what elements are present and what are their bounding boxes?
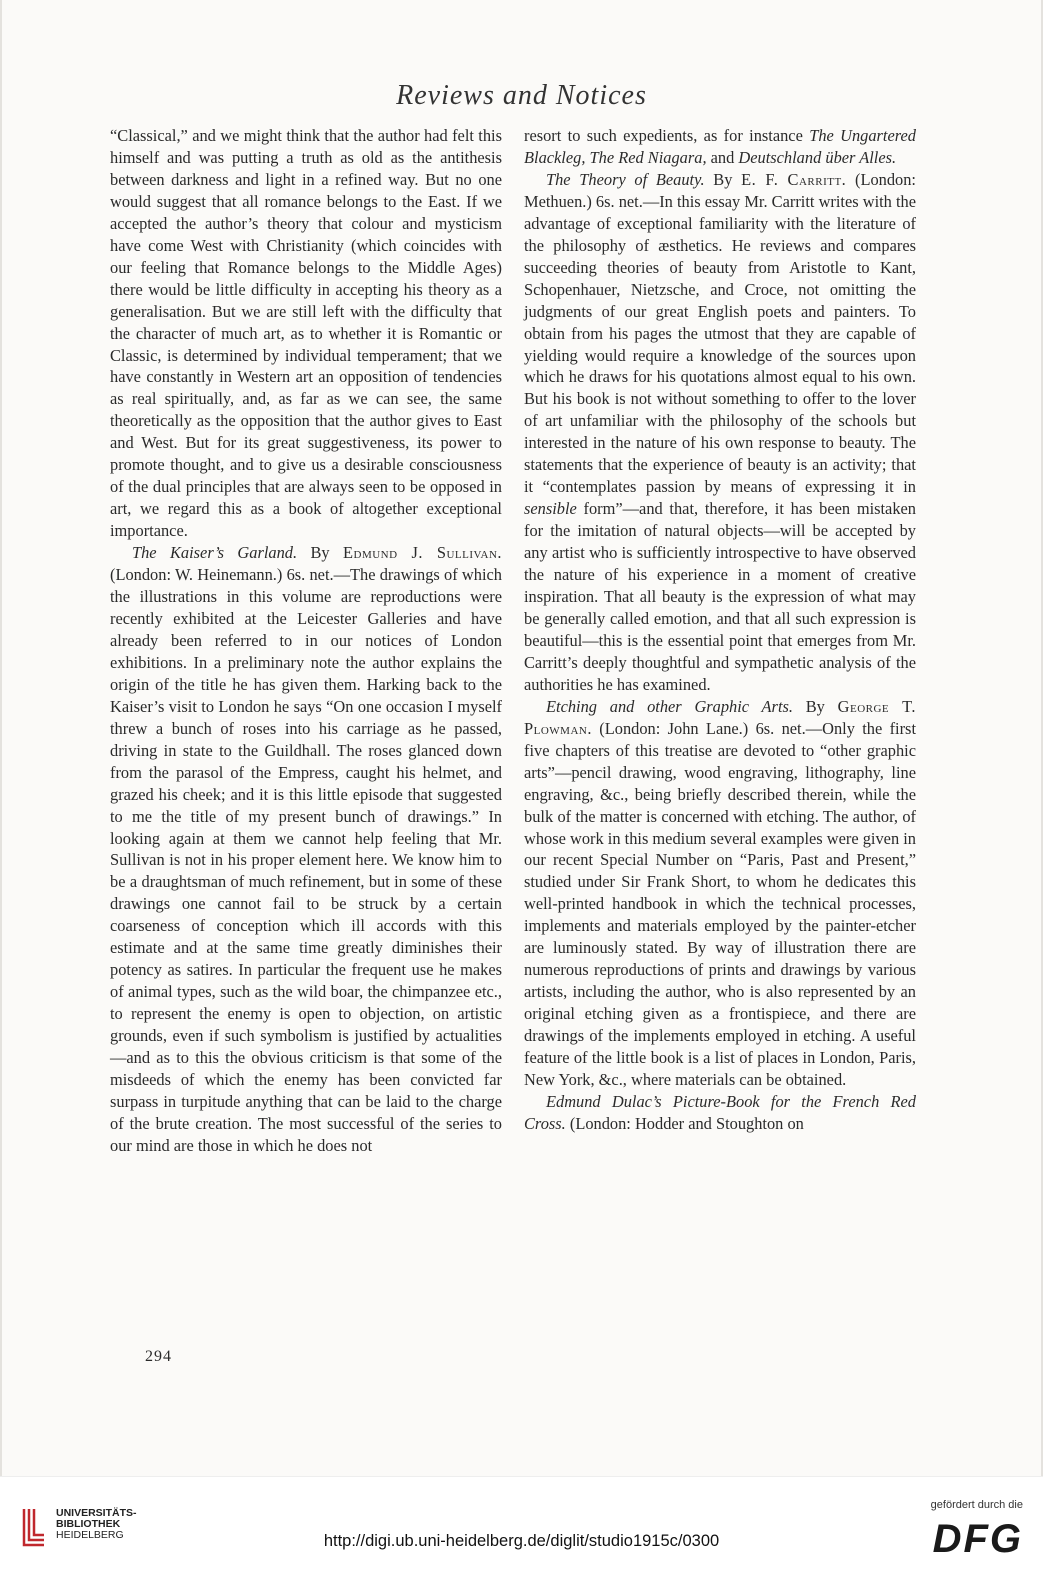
sponsor-label: gefördert durch die [930,1499,1023,1511]
book-author: George T. Plowman. [524,696,916,738]
book-title: The Theory of Beauty. [546,169,705,189]
cited-titles: The Ungartered Blackleg, The Red Niagara, [524,126,917,167]
review-etching [524,696,916,1091]
review-body-cont: form”—and that, therefore, it has been mistaken for the imitation of natural objects—will be accepted by any artist who is sufficiently introspective to have observed the nature of his experience in a moment of creative inspiration. That all beauty is the expression of what may be generally called emotion, and that all such expression is beautiful—this is the essential point that emerges from Mr. Carritt’s deeply thoughtful and sympathetic analysis of the authorities he has examined. [524,499,916,694]
digitization-footer [0,1476,1043,1577]
review-dulac [524,1091,916,1135]
review-body: (London: Hodder and Stoughton on [565,1113,804,1133]
permalink-url[interactable]: http://digi.ub.uni-heidelberg.de/diglit/studio1915c/0300 [323,1532,720,1550]
book-title: The Kaiser’s Garland. [132,543,298,563]
paragraph-continuation [524,125,916,169]
book-title: Etching and other Graphic Arts. [546,696,793,716]
page-title: Reviews and Notices [396,80,647,111]
book-title: Edmund Dulac’s Picture-Book for the French Red Cross. [524,1091,916,1133]
review-body: (London: Methuen.) 6s. net.—In this essay Mr. Carritt writes with the advantage of exceptional familiarity with the literature of the philosophy of æsthetics. He reviews and compares succeeding theories of beauty from Aristotle to Kant, Schopenhauer, Nietzsche, and Croce, not omitting the judgments of our great English poets and painters. To obtain from his pages the utmost that they are capable of yielding would require a knowledge of the sources upon which he draws for his quotations almost equal to his own. But his book is not without something to offer to the lover of art unfamiliar with the philosophy of the schools but interested in the nature of his own response to beauty. The statements that the experience of beauty is an activity; that it “contemplates passion by means of expressing it in [524,169,916,497]
library-name-line1: UNIVERSITÄTS- [56,1507,137,1519]
book-author: E. F. Carritt. [741,169,847,189]
left-column [110,125,502,1157]
continuation-text: resort to such expedients, as for instance [524,126,810,145]
library-name-line3: HEIDELBERG [56,1529,124,1541]
book-author: Edmund J. Sullivan. [343,543,503,563]
cited-title-last: Deutschland über Alles. [738,147,897,167]
right-column [524,125,916,1135]
review-theory-of-beauty [524,169,916,696]
review-body: (London: John Lane.) 6s. net.—Only the first five chapters of this treatise are devoted to “other graphic arts”—pencil drawing, wood engraving, lithography, line engraving, &c., being briefly described therein, while the bulk of the matter is concerned with etching. The author, of whose work in this medium several examples were given in our recent Special Number on “Paris, Past and Present,” studied under Sir Frank Short, to whom he dedicates this well-printed handbook in which the technical processes, implements and materials employed by the painter-etcher are luminously stated. By way of illustration there are numerous reproductions of prints and drawings by various artists, including the author, who is also represented by an original etching given as a frontispiece, and there are drawings of the implements employed in etching. A useful feature of the little book is a list of places in London, Paris, New York, &c., where materials can be obtained. [524,718,916,1089]
page-number: 294 [145,1348,172,1365]
review-by: By [704,169,742,189]
paragraph-classical: “Classical,” and we might think that the author had felt this himself and was putting a truth as old as the antithesis between darkness and light in a refined way. But no one would suggest that all romance belongs to the East. If we accepted the author’s theory that colour and mysticism have come West with Christianity (which coincides with our feeling that Romance belongs to the Middle Ages) there would be little difficulty in accepting his theory as a generalisation. But we are still left with the difficulty that the character of much art, as to whether it is Romantic or Classic, is determined by individual temperament; that we have constantly in Western art an opposition of tendencies as real spiritually, and, as far as we can see, the same theoretically as the opposition that the author gives to East and West. But for its great suggestiveness, its power to promote thought, and to give us a desirable consciousness of the dual principles that are always seen to be opposed in art, we regard this as a book of altogether exceptional importance. [110,126,502,541]
review-kaisers-garland [110,542,502,1157]
italic-word: sensible [524,499,577,519]
review-body: (London: W. Heinemann.) 6s. net.—The drawings of which the illustrations in this volume are reproductions were recently exhibited at the Leicester Galleries and have already been referred to in our notices of London exhibitions. In a preliminary note the author explains the origin of the title he has given them. Harking back to the Kaiser’s visit to London he says “On one occasion I myself threw a bunch of roses into his carriage as he passed, driving in state to the Guildhall. The roses glanced down from the parasol of the Empress, caught his helmet, and grazed his cheek; and it is this little episode that suggested to me the title of my present bunch of drawings.” In looking again at them we cannot help feeling that Mr. Sullivan is not in his proper element here. We know him to be a draughtsman of much refinement, but in some of these drawings one cannot fail to be struck by a certain coarseness of conception which ill accords with this estimate and at the same time greatly diminishes their potency as satires. In particular the frequent use he makes of animal types, such as the wild boar, the chimpanzee etc., to represent the enemy is open to objection, on artistic grounds, even if such symbolism is justified by actualities—and as to this the obvious criticism is that some of the misdeeds of which the enemy has been convicted far surpass in turpitude anything that can be laid to the charge of the brute creation. The most successful of the series to our mind are those in which he does not [110,565,502,1155]
review-by: By [792,696,838,716]
dfg-logo: DFG [932,1517,1023,1561]
continuation-and: and [706,147,739,167]
library-name-line2: BIBLIOTHEK [56,1518,121,1530]
review-by: By [297,543,343,563]
